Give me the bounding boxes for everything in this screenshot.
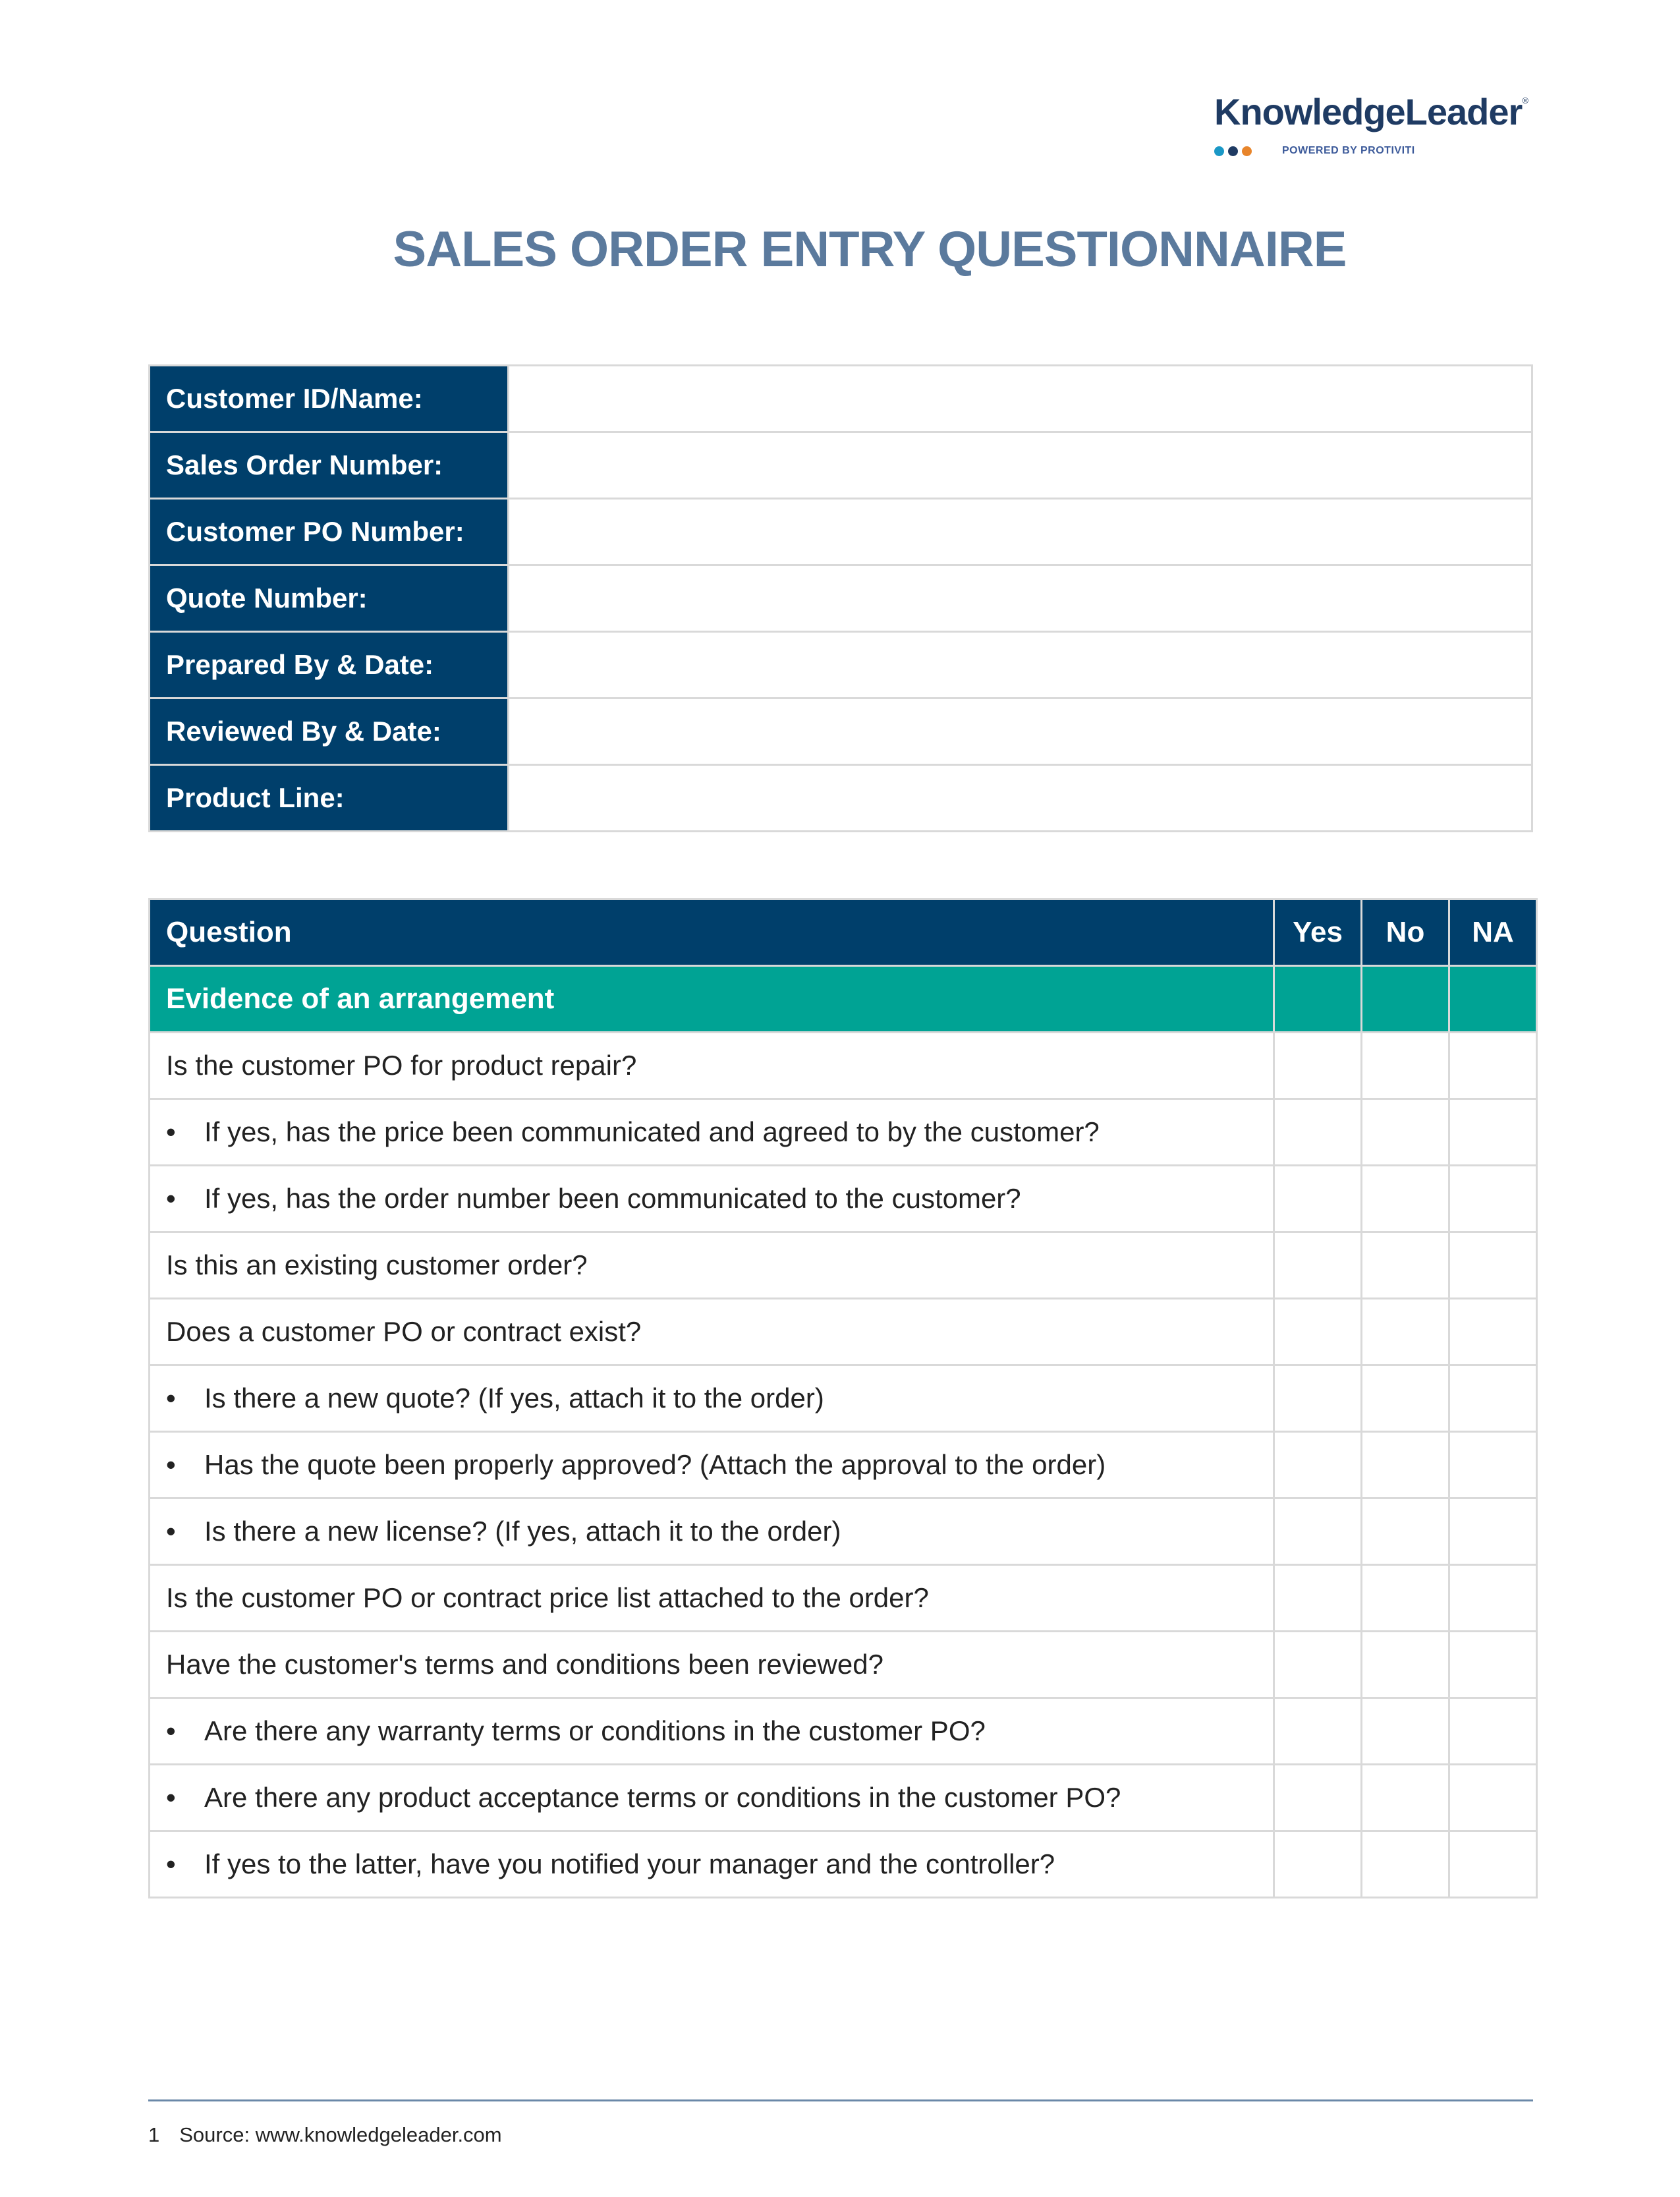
question-text: Is the customer PO for product repair? <box>150 1033 1274 1099</box>
yes-answer-cell[interactable] <box>1274 1232 1362 1299</box>
info-row <box>150 632 1532 699</box>
table-header-row <box>150 899 1537 966</box>
footer-source: Source: www.knowledgeleader.com <box>179 2123 502 2146</box>
na-answer-cell[interactable] <box>1449 1698 1537 1765</box>
na-answer-cell[interactable] <box>1449 1299 1537 1365</box>
info-value-field[interactable] <box>509 765 1532 832</box>
info-value-field[interactable] <box>509 632 1532 699</box>
order-info-table <box>148 364 1533 832</box>
question-row <box>150 1565 1537 1632</box>
section-cell <box>1362 966 1449 1033</box>
info-value-field[interactable] <box>509 366 1532 432</box>
yes-answer-cell[interactable] <box>1274 1565 1362 1632</box>
yes-answer-cell[interactable] <box>1274 1831 1362 1898</box>
question-text: If yes, has the order number been communicated to the customer? <box>204 1183 1021 1214</box>
na-answer-cell[interactable] <box>1449 1765 1537 1831</box>
section-title: Evidence of an arrangement <box>150 966 1274 1033</box>
no-answer-cell[interactable] <box>1362 1365 1449 1432</box>
info-value-field[interactable] <box>509 499 1532 565</box>
yes-answer-cell[interactable] <box>1274 1365 1362 1432</box>
question-row <box>150 1765 1537 1831</box>
no-answer-cell[interactable] <box>1362 1498 1449 1565</box>
bullet-icon: • <box>166 1383 176 1413</box>
logo-dot-icon <box>1228 146 1238 156</box>
header-yes: Yes <box>1274 899 1362 966</box>
bullet-icon: • <box>166 1516 176 1547</box>
bullet-icon: • <box>166 1848 176 1879</box>
info-value-field[interactable] <box>509 699 1532 765</box>
logo-brand-text: KnowledgeLeader <box>1214 91 1523 132</box>
no-answer-cell[interactable] <box>1362 1166 1449 1232</box>
info-value-field[interactable] <box>509 432 1532 499</box>
question-text: Have the customer's terms and conditions been reviewed? <box>150 1632 1274 1698</box>
header-na: NA <box>1449 899 1537 966</box>
footer-divider <box>148 2099 1533 2101</box>
yes-answer-cell[interactable] <box>1274 1432 1362 1498</box>
na-answer-cell[interactable] <box>1449 1632 1537 1698</box>
question-row <box>150 1632 1537 1698</box>
no-answer-cell[interactable] <box>1362 1765 1449 1831</box>
question-row <box>150 1365 1537 1432</box>
na-answer-cell[interactable] <box>1449 1033 1537 1099</box>
info-row <box>150 499 1532 565</box>
info-label: Reviewed By & Date: <box>150 699 509 765</box>
na-answer-cell[interactable] <box>1449 1565 1537 1632</box>
na-answer-cell[interactable] <box>1449 1232 1537 1299</box>
question-row <box>150 1099 1537 1166</box>
bullet-icon: • <box>166 1116 176 1147</box>
info-row <box>150 432 1532 499</box>
footer <box>148 2123 502 2147</box>
yes-answer-cell[interactable] <box>1274 1698 1362 1765</box>
no-answer-cell[interactable] <box>1362 1099 1449 1166</box>
no-answer-cell[interactable] <box>1362 1698 1449 1765</box>
logo-dot-icon <box>1242 146 1252 156</box>
na-answer-cell[interactable] <box>1449 1498 1537 1565</box>
info-label: Product Line: <box>150 765 509 832</box>
page-title: SALES ORDER ENTRY QUESTIONNAIRE <box>393 221 1347 277</box>
logo-trademark: ® <box>1522 96 1528 105</box>
bullet-icon: • <box>166 1183 176 1214</box>
yes-answer-cell[interactable] <box>1274 1765 1362 1831</box>
logo-dot-icon <box>1214 146 1224 156</box>
question-text: Is there a new quote? (If yes, attach it to the order) <box>204 1383 824 1413</box>
no-answer-cell[interactable] <box>1362 1232 1449 1299</box>
question-text: If yes to the latter, have you notified your manager and the controller? <box>204 1848 1055 1879</box>
yes-answer-cell[interactable] <box>1274 1498 1362 1565</box>
no-answer-cell[interactable] <box>1362 1432 1449 1498</box>
info-label: Prepared By & Date: <box>150 632 509 699</box>
info-row <box>150 565 1532 632</box>
page-number: 1 <box>148 2123 160 2146</box>
question-row <box>150 1232 1537 1299</box>
knowledgeleader-logo <box>1214 91 1530 157</box>
header-no: No <box>1362 899 1449 966</box>
na-answer-cell[interactable] <box>1449 1432 1537 1498</box>
question-row <box>150 1831 1537 1898</box>
question-text: Is the customer PO or contract price list attached to the order? <box>150 1565 1274 1632</box>
question-text: Is there a new license? (If yes, attach it to the order) <box>204 1516 841 1547</box>
info-row <box>150 366 1532 432</box>
no-answer-cell[interactable] <box>1362 1831 1449 1898</box>
info-label: Sales Order Number: <box>150 432 509 499</box>
question-row <box>150 1498 1537 1565</box>
info-row <box>150 765 1532 832</box>
info-label: Customer ID/Name: <box>150 366 509 432</box>
question-text: Is this an existing customer order? <box>150 1232 1274 1299</box>
yes-answer-cell[interactable] <box>1274 1033 1362 1099</box>
section-row <box>150 966 1537 1033</box>
bullet-icon: • <box>166 1715 176 1746</box>
section-cell <box>1449 966 1537 1033</box>
yes-answer-cell[interactable] <box>1274 1166 1362 1232</box>
na-answer-cell[interactable] <box>1449 1365 1537 1432</box>
info-label: Customer PO Number: <box>150 499 509 565</box>
no-answer-cell[interactable] <box>1362 1632 1449 1698</box>
na-answer-cell[interactable] <box>1449 1831 1537 1898</box>
info-value-field[interactable] <box>509 565 1532 632</box>
yes-answer-cell[interactable] <box>1274 1632 1362 1698</box>
question-text: Does a customer PO or contract exist? <box>150 1299 1274 1365</box>
info-label: Quote Number: <box>150 565 509 632</box>
no-answer-cell[interactable] <box>1362 1033 1449 1099</box>
question-row <box>150 1033 1537 1099</box>
na-answer-cell[interactable] <box>1449 1099 1537 1166</box>
question-text: Are there any warranty terms or conditions in the customer PO? <box>204 1715 986 1746</box>
question-text: If yes, has the price been communicated and agreed to by the customer? <box>204 1116 1100 1147</box>
question-text: Has the quote been properly approved? (Attach the approval to the order) <box>204 1449 1106 1480</box>
logo-powered-by: POWERED BY PROTIVITI <box>1282 145 1415 156</box>
no-answer-cell[interactable] <box>1362 1565 1449 1632</box>
info-row <box>150 699 1532 765</box>
na-answer-cell[interactable] <box>1449 1166 1537 1232</box>
bullet-icon: • <box>166 1449 176 1480</box>
questionnaire-table <box>148 898 1538 1898</box>
question-text: Are there any product acceptance terms or conditions in the customer PO? <box>204 1782 1121 1813</box>
yes-answer-cell[interactable] <box>1274 1299 1362 1365</box>
section-cell <box>1274 966 1362 1033</box>
header-question: Question <box>150 899 1274 966</box>
bullet-icon: • <box>166 1782 176 1813</box>
yes-answer-cell[interactable] <box>1274 1099 1362 1166</box>
no-answer-cell[interactable] <box>1362 1299 1449 1365</box>
question-row <box>150 1166 1537 1232</box>
question-row <box>150 1299 1537 1365</box>
question-row <box>150 1432 1537 1498</box>
question-row <box>150 1698 1537 1765</box>
